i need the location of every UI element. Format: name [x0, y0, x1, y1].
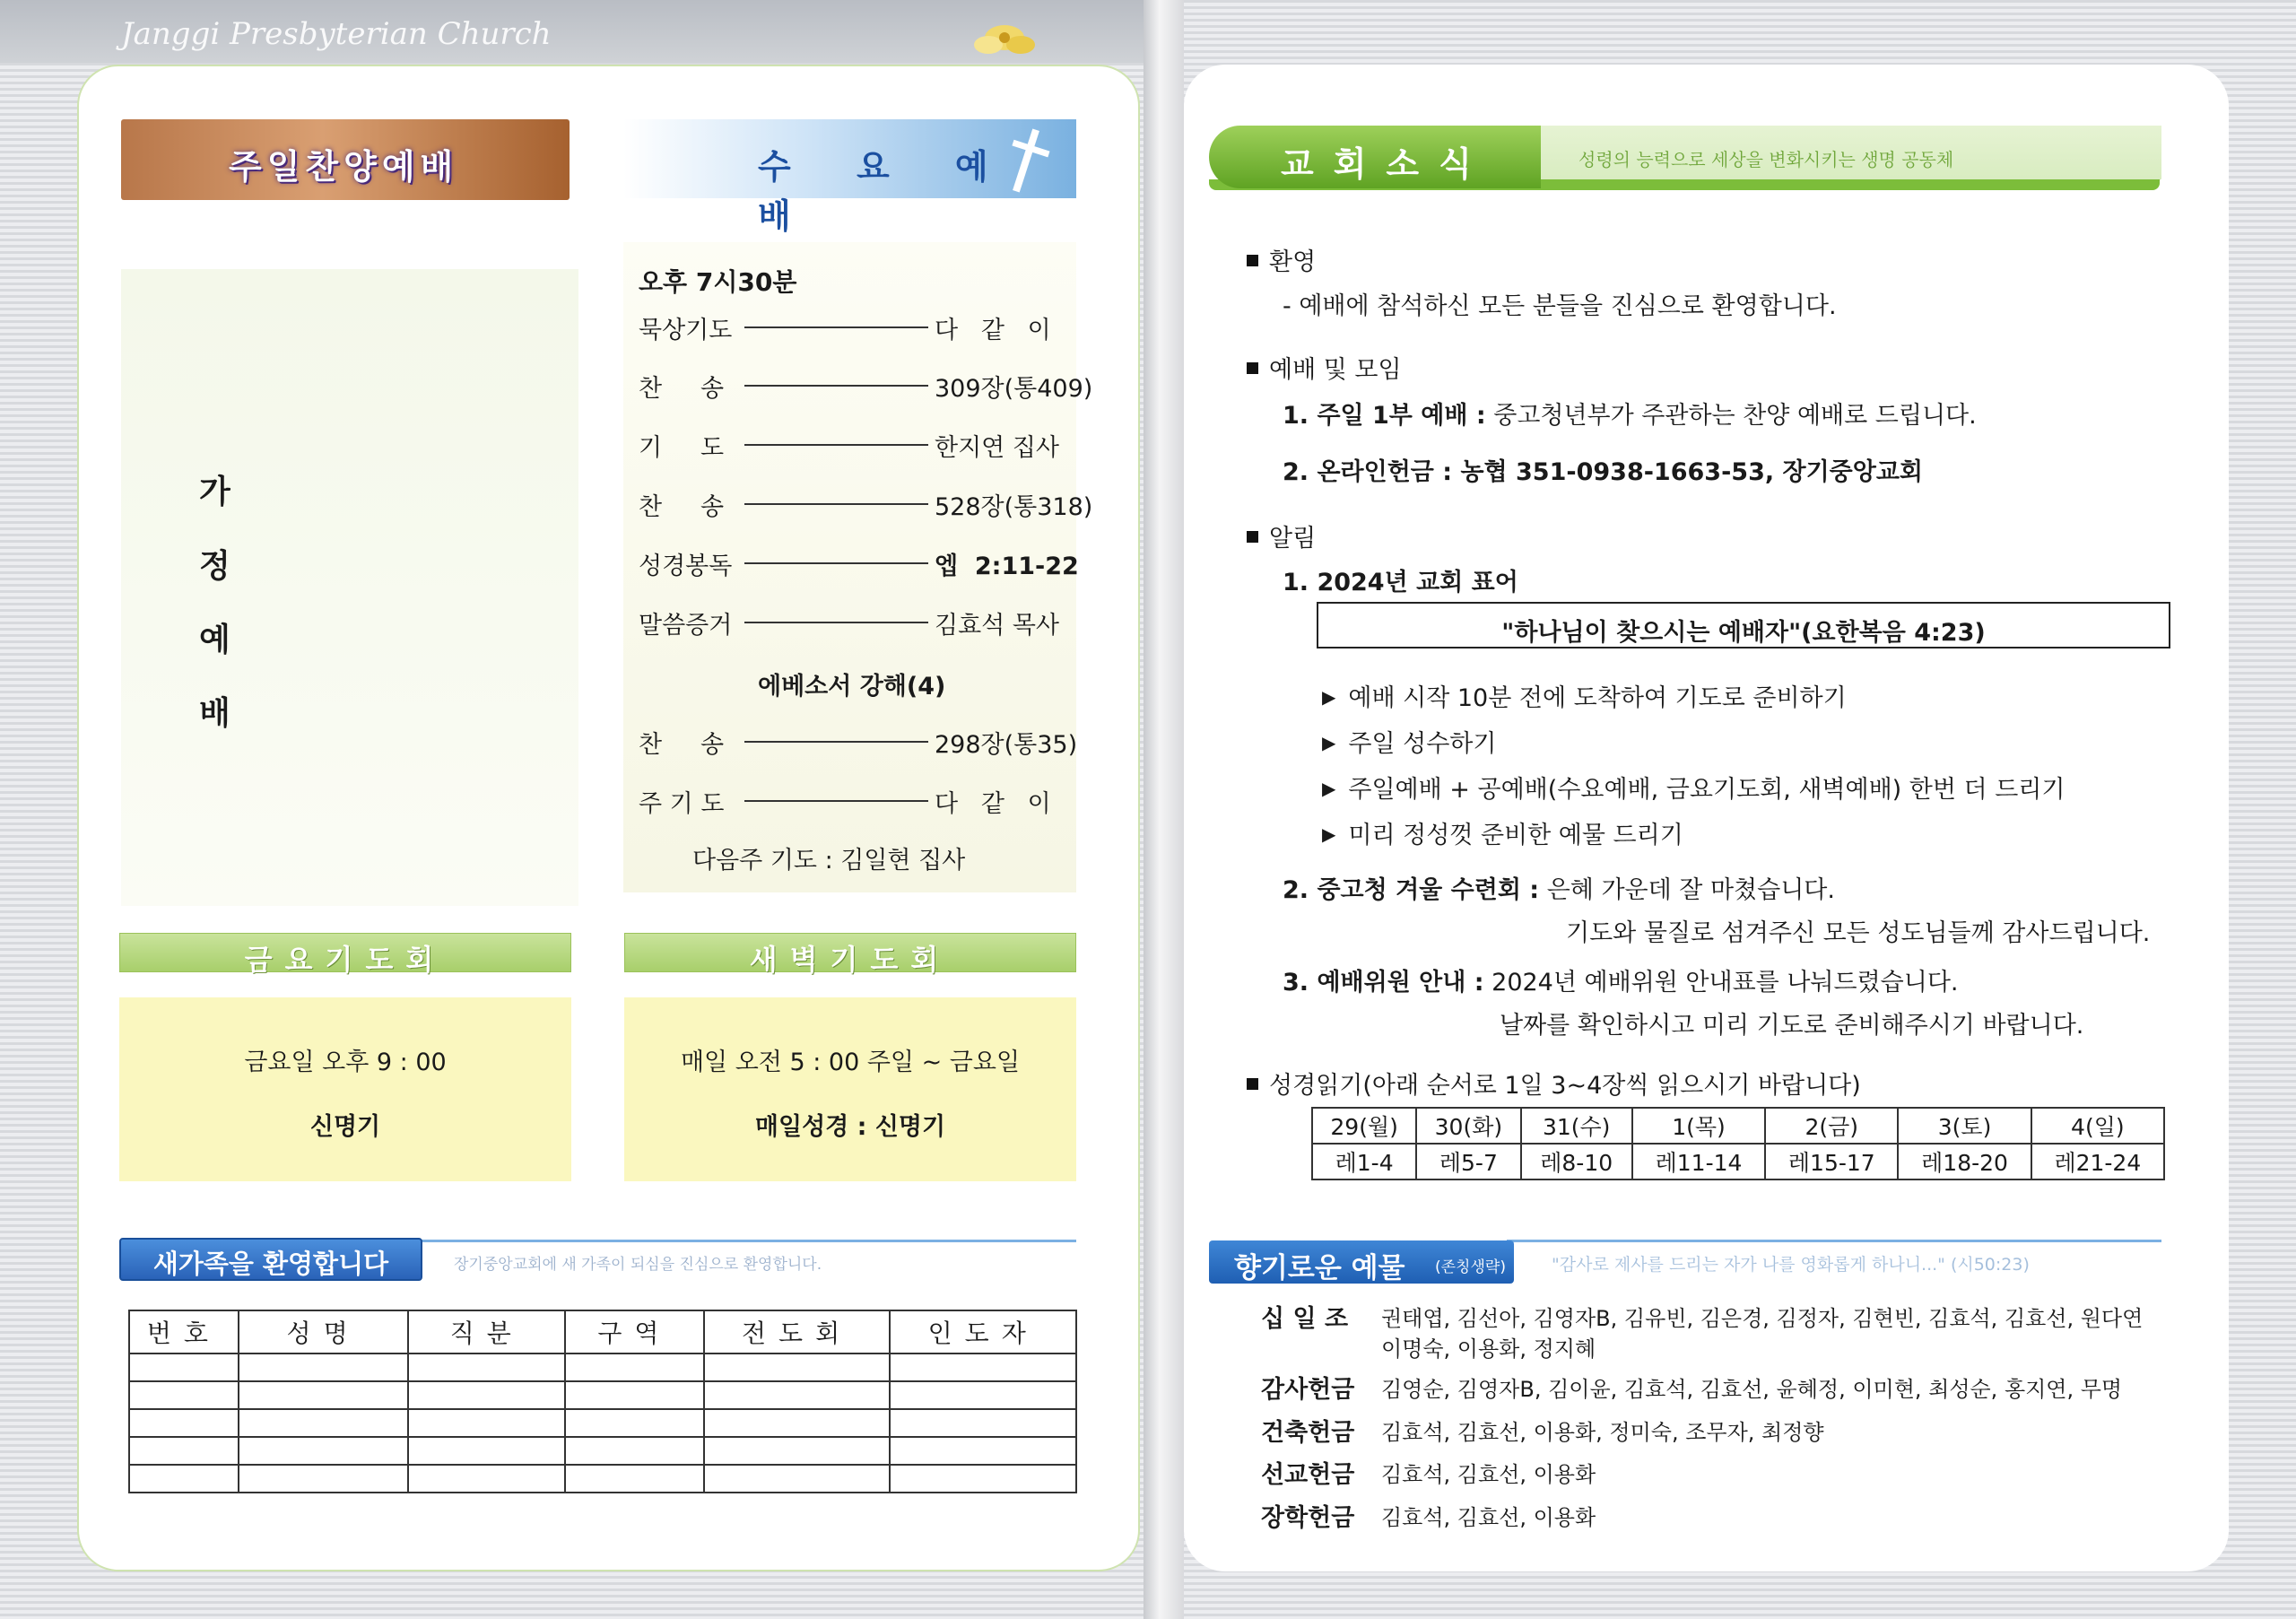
order-row: [639, 784, 1078, 820]
table-row: [129, 1354, 1076, 1381]
offering-banner: [1209, 1240, 1514, 1284]
welcome-heading: 환영: [1247, 242, 1316, 277]
order-row: [639, 605, 1078, 641]
order-value: 한지연 집사: [935, 434, 1059, 462]
notice-item-3-line2: 날짜를 확인하시고 미리 기도로 준비해주시기 바랍니다.: [1500, 1012, 2084, 1040]
family-worship-char: 예: [199, 622, 230, 658]
new-family-table: [128, 1310, 1077, 1493]
offering-names: 김효석, 김효선, 이용화: [1381, 1505, 1596, 1530]
reading-chapters: 레18-20: [1898, 1144, 2031, 1179]
offering-label: 감사헌금: [1261, 1376, 1355, 1404]
offering-label: 십 일 조: [1261, 1305, 1349, 1333]
new-family-subtitle: 장기중앙교회에 새 가족이 되심을 진심으로 환영합니다.: [454, 1256, 822, 1274]
reading-chapters: 레8-10: [1521, 1144, 1632, 1179]
friday-prayer-text: 신명기: [309, 1113, 381, 1141]
order-row: [639, 310, 1078, 346]
order-label: 찬 송: [639, 731, 725, 759]
family-worship-char: 정: [199, 548, 230, 585]
cross-icon: [996, 125, 1058, 196]
order-label: 성경봉독: [639, 553, 733, 580]
sermon-title: 에베소서 강해(4): [758, 673, 946, 701]
flower-icon: [951, 9, 1058, 63]
church-name: Janggi Presbyterian Church: [121, 16, 552, 52]
order-row: [639, 369, 1093, 405]
family-worship-box: [121, 269, 578, 906]
church-news-title: 교회소식: [1281, 144, 1492, 184]
order-row: [639, 487, 1093, 523]
worship-item-2: 2. 온라인헌금 : 농협 351-0938-1663-53, 장기중앙교회: [1283, 458, 1924, 486]
reading-chapters: 레21-24: [2031, 1144, 2164, 1179]
divider: [422, 1240, 1076, 1242]
order-value: 528장(통318): [935, 493, 1093, 521]
column-header: 성명: [239, 1310, 409, 1354]
next-week-prayer: 다음주 기도 : 김일현 집사: [692, 847, 966, 875]
new-family-banner: [119, 1238, 422, 1281]
dawn-prayer-time: 매일 오전 5 : 00 주일 ~ 금요일: [680, 1049, 1021, 1076]
reading-day: 30(화): [1416, 1108, 1520, 1144]
wednesday-worship-banner: [623, 119, 1076, 236]
reading-day: 1(목): [1632, 1108, 1765, 1144]
order-value: 엡 2:11-22: [935, 553, 1079, 580]
order-value: 다 같 이: [935, 317, 1051, 344]
order-label: 찬 송: [639, 493, 725, 521]
notice-item-2: 2. 중고청 겨울 수련회 : 은혜 가운데 잘 마쳤습니다.: [1283, 876, 1835, 904]
notice-heading: 알림: [1247, 518, 1316, 553]
reading-day: 31(수): [1521, 1108, 1632, 1144]
reading-chapters: 레11-14: [1632, 1144, 1765, 1179]
offering-verse: "감사로 제사를 드리는 자가 나를 영화롭게 하나니..." (시50:23): [1552, 1255, 2030, 1275]
sunday-worship-banner: [121, 119, 570, 200]
order-value: 298장(통35): [935, 731, 1078, 759]
dawn-prayer-text: 매일성경 : 신명기: [754, 1113, 946, 1141]
church-news-banner: [1209, 126, 1541, 188]
table-row: [129, 1381, 1076, 1409]
reading-chapters: 레15-17: [1765, 1144, 1898, 1179]
table-row: [1312, 1108, 2164, 1144]
reading-day: 4(일): [2031, 1108, 2164, 1144]
worship-item-1: 1. 주일 1부 예배 : 중고청년부가 주관하는 찬양 예배로 드립니다.: [1283, 402, 1977, 430]
order-row: [639, 725, 1078, 761]
bible-reading-table: [1311, 1107, 2165, 1180]
welcome-text: - 예배에 참석하신 모든 분들을 진심으로 환영합니다.: [1283, 292, 1837, 320]
wednesday-time: 오후 7시30분: [639, 267, 797, 297]
worship-heading: 예배 및 모임: [1247, 350, 1402, 385]
order-value: 309장(통409): [935, 375, 1093, 403]
new-family-title: 새가족을 환영합니다: [152, 1249, 389, 1279]
reading-day: 3(토): [1898, 1108, 2031, 1144]
divider: [1507, 1240, 2161, 1242]
dawn-prayer-banner: [624, 933, 1076, 977]
table-row: [129, 1437, 1076, 1465]
order-value: 김효석 목사: [935, 612, 1059, 640]
order-label: 묵상기도: [639, 317, 733, 344]
table-row: [1312, 1144, 2164, 1179]
order-label: 주 기 도: [639, 790, 725, 818]
offering-names: 권태엽, 김선아, 김영자B, 김유빈, 김은경, 김정자, 김현빈, 김효석, 김효선, 원다연: [1381, 1306, 2144, 1331]
notice-item-2-line2: 기도와 물질로 섬겨주신 모든 성도님들께 감사드립니다.: [1566, 919, 2151, 947]
offering-label: 장학헌금: [1261, 1504, 1355, 1532]
reading-chapters: 레1-4: [1312, 1144, 1416, 1179]
offering-names: 김효석, 김효선, 이용화: [1381, 1462, 1596, 1487]
offering-names: 김영순, 김영자B, 김이윤, 김효석, 김효선, 윤혜정, 이미현, 최성순, 홍지연, 무명: [1381, 1377, 2123, 1402]
motto-bullet: ▶ 예배 시작 10분 전에 도착하여 기도로 준비하기: [1322, 684, 1847, 712]
motto-bullet: ▶ 미리 정성껏 준비한 예물 드리기: [1322, 822, 1683, 849]
wednesday-worship-title: 수 요 예 배: [758, 147, 1015, 236]
friday-prayer-time: 금요일 오후 9 : 00: [244, 1049, 447, 1076]
offering-title: 향기로운 예물: [1234, 1252, 1405, 1284]
table-row: [129, 1465, 1076, 1493]
order-label: 기 도: [639, 434, 725, 462]
motto-bullet: ▶ 주일예배 + 공예배(수요예배, 금요기도회, 새벽예배) 한번 더 드리기: [1322, 776, 2066, 804]
order-value: 다 같 이: [935, 790, 1051, 818]
sunday-worship-title: 주일찬양예배: [229, 147, 459, 187]
page-fold: [1144, 0, 1184, 1619]
dawn-prayer-box: [624, 997, 1076, 1181]
column-header: 전도회: [704, 1310, 891, 1354]
offering-label: 건축헌금: [1261, 1419, 1355, 1447]
family-worship-char: 가: [199, 474, 230, 510]
family-worship-char: 배: [199, 695, 230, 732]
order-row: [639, 546, 1078, 582]
bible-reading-heading: 성경읽기(아래 순서로 1일 3~4장씩 읽으시기 바랍니다): [1247, 1066, 1861, 1101]
church-motto: 성령의 능력으로 세상을 변화시키는 생명 공동체: [1578, 149, 1954, 170]
church-motto-text: "하나님이 찾으시는 예배자"(요한복음 4:23): [1501, 619, 1986, 647]
church-motto-box: [1317, 602, 2170, 648]
order-label: 찬 송: [639, 375, 725, 403]
table-header-row: [129, 1310, 1076, 1354]
friday-prayer-banner: [119, 933, 571, 977]
dawn-prayer-title: 새벽기도회: [749, 943, 952, 977]
motto-bullet: ▶ 주일 성수하기: [1322, 730, 1497, 758]
reading-chapters: 레5-7: [1416, 1144, 1520, 1179]
column-header: 번호: [129, 1310, 239, 1354]
friday-prayer-box: [119, 997, 571, 1181]
column-header: 구역: [565, 1310, 704, 1354]
reading-day: 29(월): [1312, 1108, 1416, 1144]
offering-names-line2: 이명숙, 이용화, 정지혜: [1381, 1336, 1596, 1362]
friday-prayer-title: 금요기도회: [244, 943, 447, 977]
notice-item-3: 3. 예배위원 안내 : 2024년 예배위원 안내표를 나눠드렸습니다.: [1283, 969, 1959, 997]
reading-day: 2(금): [1765, 1108, 1898, 1144]
column-header: 직분: [408, 1310, 565, 1354]
notice-item-1: 1. 2024년 교회 표어: [1283, 569, 1518, 596]
offering-label: 선교헌금: [1261, 1461, 1355, 1489]
offering-names: 김효석, 김효선, 이용화, 정미숙, 조무자, 최정향: [1381, 1420, 1824, 1445]
offering-subtitle: (존칭생략): [1435, 1258, 1506, 1276]
order-row: [639, 428, 1078, 464]
column-header: 인도자: [890, 1310, 1076, 1354]
table-row: [129, 1409, 1076, 1437]
order-label: 말씀증거: [639, 612, 733, 640]
